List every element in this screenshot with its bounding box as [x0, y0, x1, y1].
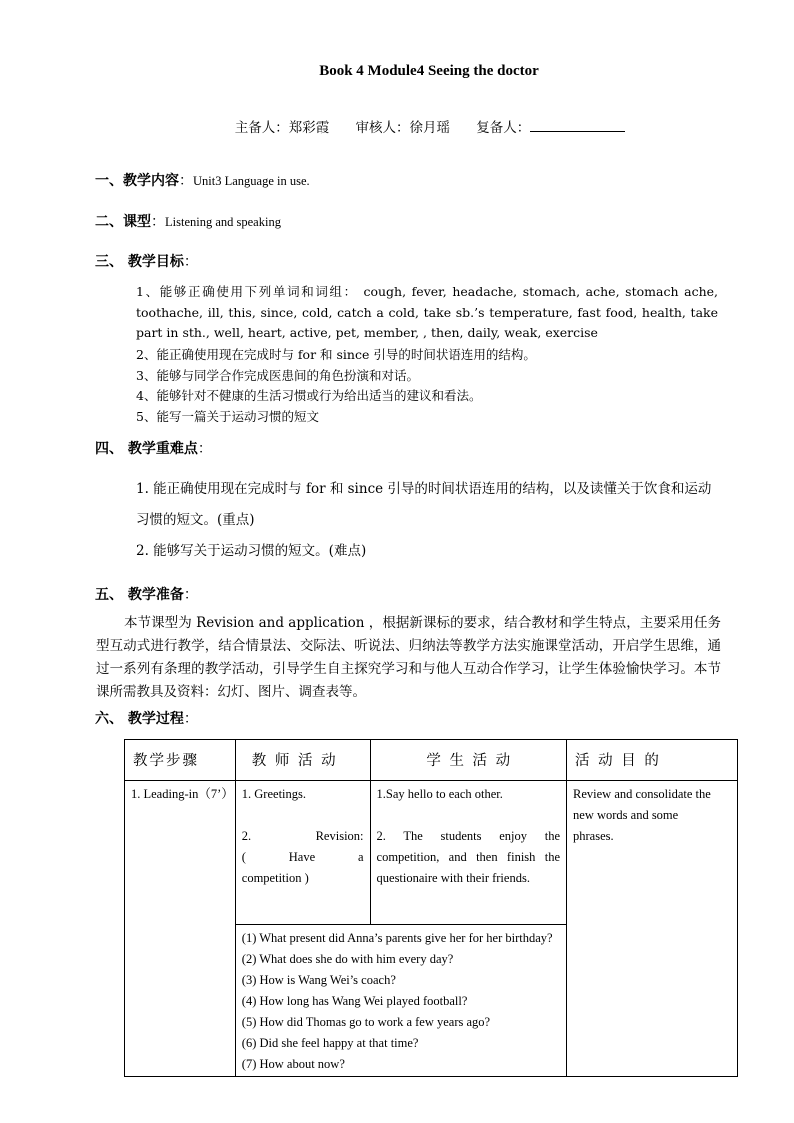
section-key-points-heading: 四、 教学重难点： — [95, 441, 212, 457]
key-point-1: 1. 能正确使用现在完成时与 for 和 since 引导的时间状语连用的结构，以及读懂关于饮食和运动习惯的短文。(重点) — [136, 481, 712, 528]
objective-2: 2、能正确使用现在完成时与 for 和 since 引导的时间状语连用的结构。 — [136, 347, 536, 362]
table-header-row — [125, 740, 738, 781]
section-lesson-type-text: Listening and speaking — [165, 215, 281, 229]
header-student: 学 生 活 动 — [370, 740, 567, 781]
section-content-heading: 一、教学内容 — [95, 173, 179, 189]
question-2: (2) What does she do with him every day? — [241, 952, 454, 966]
question-5: (5) How did Thomas go to work a few years ago? — [241, 1015, 491, 1029]
question-3: (3) How is Wang Wei’s coach? — [241, 973, 396, 987]
student-activity-1: 1.Say hello to each other. — [376, 787, 503, 801]
main-preparer: 主备人：郑彩霞 — [234, 120, 330, 136]
question-6: (6) Did she feel happy at that time? — [241, 1036, 419, 1050]
step-cell — [125, 781, 236, 1077]
teaching-process-table — [124, 739, 738, 1077]
objective-5: 5、能写一篇关于运动习惯的短文 — [136, 409, 319, 424]
backup-preparer-label: 复备人： — [476, 120, 531, 136]
question-1: (1) What present did Anna’s parents give her for her birthday? — [241, 931, 553, 945]
preparation-paragraph: 本节课型为 Revision and application ，根据新课标的要求，结合教材和学生特点，主要采用任务型互动式进行教学，结合情景法、交际法、听说法、归纳法等教学方法实施课堂活动，开启学生思维，通过一系列有条理的教学活动，引导学生自主探究学习和与他人互动合作学习，让学生体验愉快学习。本节课所需教具及资料：幻灯、图片、调查表等。 — [96, 615, 721, 700]
question-4: (4) How long has Wang Wei played football? — [241, 994, 468, 1008]
section-content-text: Unit3 Language in use. — [193, 174, 310, 188]
section-lesson-type: 二、课型：Listening and speaking — [95, 214, 281, 230]
questions-cell — [235, 925, 566, 1077]
section-preparation-heading: 五、 教学准备： — [95, 587, 198, 603]
purpose-cell — [567, 781, 738, 1077]
table-row — [125, 781, 738, 925]
question-7: (7) How about now? — [241, 1057, 345, 1071]
student-activity-2: 2. The students enjoy the competition, and then finish the questionaire with their friends. — [376, 829, 561, 885]
header-step: 教学步骤 — [125, 740, 236, 781]
header-purpose: 活 动 目 的 — [567, 740, 738, 781]
teacher-activity-1: 1. Greetings. — [241, 787, 307, 801]
section-process-heading: 六、 教学过程： — [95, 711, 198, 727]
objective-1: 1、能够正确使用下列单词和词组： cough, fever, headache, stomach, ache, stomach ache, toothache, ill, this, since, cold, catch a cold, take sb.’s temperature, fast food, health, take part in sth., well, heart, active, pet, member, , then, daily, weak, exercise — [136, 284, 718, 340]
section-objectives-heading: 三、 教学目标： — [95, 254, 198, 270]
objective-4: 4、能够针对不健康的生活习惯或行为给出适当的建议和看法。 — [136, 388, 482, 403]
teacher-activity-2: 2. Revision: — [241, 829, 364, 843]
purpose-text: Review and consolidate the new words and some phrases. — [573, 787, 711, 843]
section-content: 一、教学内容：Unit3 Language in use. — [95, 173, 310, 189]
section-lesson-type-heading: 二、课型 — [95, 214, 151, 230]
step-text: 1. Leading-in（7’） — [131, 787, 234, 801]
document-title: Book 4 Module4 Seeing the doctor — [319, 63, 539, 79]
preparers-line — [0, 116, 794, 136]
reviewer: 审核人：徐月瑶 — [355, 120, 450, 136]
teacher-activity-4: competition ) — [241, 871, 309, 885]
objective-3: 3、能够与同学合作完成医患间的角色扮演和对话。 — [136, 368, 419, 383]
teacher-activity-cell — [235, 781, 370, 925]
backup-preparer-blank — [530, 119, 625, 132]
student-activity-cell — [370, 781, 567, 925]
teacher-activity-3: ( Have a — [241, 850, 364, 864]
header-teacher: 教 师 活 动 — [235, 740, 370, 781]
key-point-2: 2. 能够写关于运动习惯的短文。(难点) — [136, 543, 367, 559]
